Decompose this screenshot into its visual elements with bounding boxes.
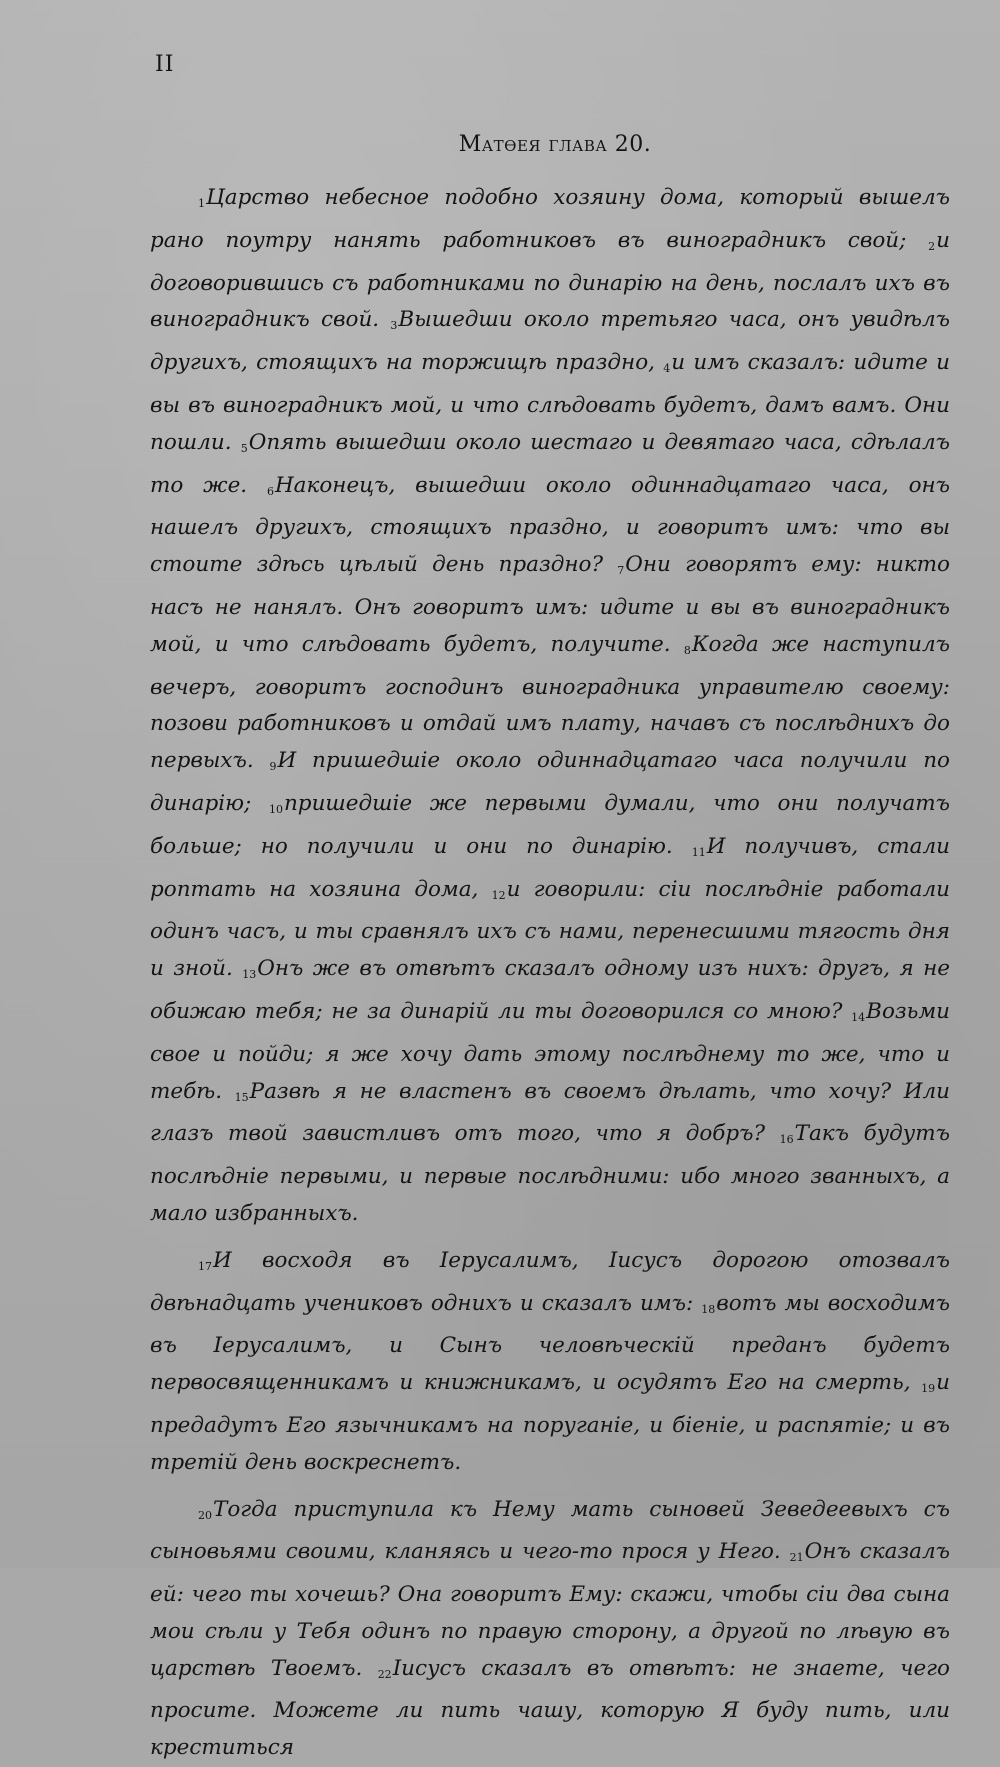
verse-number: 22 xyxy=(378,1668,392,1681)
verse-number: 17 xyxy=(198,1260,212,1273)
scripture-text xyxy=(150,180,950,1767)
verse-text: Когда же наступилъ вечеръ, говоритъ господинъ виноградника управителю своему: позови работниковъ и отдай имъ плату, начавъ съ послѣднихъ до первыхъ. xyxy=(150,632,950,773)
verse-number: 19 xyxy=(921,1382,935,1395)
verse-number: 3 xyxy=(390,319,397,332)
verse-text: Опять вышедши около шестаго и девятаго часа, сдѣлалъ то же. xyxy=(150,430,950,498)
verse-number: 15 xyxy=(235,1091,249,1104)
verse-text: И пришедшіе около одиннадцатаго часа получили по динарію; xyxy=(150,748,950,816)
verse-text: Такъ будутъ послѣдніе первыми, и первые послѣдними: ибо много званныхъ, а мало избранныхъ. xyxy=(150,1121,950,1226)
verse-text: и говорили: сіи послѣдніе работали одинъ часъ, и ты сравнялъ ихъ съ нами, перенесшими тягость дня и зной. xyxy=(150,877,950,982)
page-number: II xyxy=(155,52,174,77)
verse-text: Вышедши около третьяго часа, онъ увидѣлъ другихъ, стоящихъ на торжищѣ праздно, xyxy=(150,307,950,375)
verse-number: 14 xyxy=(851,1011,865,1024)
verse-number: 9 xyxy=(269,760,276,773)
verse-number: 12 xyxy=(492,889,506,902)
verse-number: 10 xyxy=(269,803,283,816)
verse-number: 2 xyxy=(928,240,935,253)
verse-number: 13 xyxy=(242,968,256,981)
verse-number: 7 xyxy=(617,564,624,577)
verse-text: пришедшіе же первыми думали, что они получатъ больше; но получили и они по динарію. xyxy=(150,791,950,859)
paragraph xyxy=(150,1492,950,1767)
verse-text: Развѣ я не властенъ въ своемъ дѣлать, что хочу? Или глазъ твой завистливъ отъ того, что я добръ? xyxy=(150,1079,950,1147)
verse-text: Возьми свое и пойди; я же хочу дать этому послѣднему то же, что и тебѣ. xyxy=(150,999,950,1104)
verse-number: 11 xyxy=(692,846,706,859)
verse-number: 6 xyxy=(267,485,274,498)
paragraph xyxy=(150,180,950,1233)
verse-number: 8 xyxy=(684,644,691,657)
verse-number: 20 xyxy=(198,1509,212,1522)
verse-text: и имъ сказалъ: идите и вы въ виноградникъ мой, и что слѣдовать будетъ, дамъ вамъ. Они пошли. xyxy=(150,350,950,455)
verse-text: Они говорятъ ему: никто насъ не нанялъ. Онъ говоритъ имъ: идите и вы въ виноградникъ мой, и что слѣдовать будетъ, получите. xyxy=(150,552,950,657)
verse-text: и предадутъ Его язычникамъ на поруганіе, и біеніе, и распятіе; и въ третій день воскреснетъ. xyxy=(150,1370,950,1475)
verse-number: 18 xyxy=(701,1303,715,1316)
verse-number: 4 xyxy=(663,362,670,375)
verse-text: Онъ же въ отвѣтъ сказалъ одному изъ нихъ: другъ, я не обижаю тебя; не за динарій ли ты договорился со мною? xyxy=(150,956,950,1024)
paragraph xyxy=(150,1243,950,1482)
verse-number: 21 xyxy=(790,1551,804,1564)
verse xyxy=(150,185,950,253)
verse-number: 1 xyxy=(198,197,205,210)
verse xyxy=(150,956,950,1024)
verse-number: 5 xyxy=(241,442,248,455)
verse-text: Наконецъ, вышедши около одиннадцатаго часа, онъ нашелъ другихъ, стоящихъ праздно, и говоритъ имъ: что вы стоите здѣсь цѣлый день праздно? xyxy=(150,473,950,578)
verse-text: вотъ мы восходимъ въ Іерусалимъ, и Сынъ человѣческій преданъ будетъ первосвященникамъ и книжникамъ, и осудятъ Его на смерть, xyxy=(150,1291,950,1396)
verse-text: Онъ сказалъ ей: чего ты хочешь? Она говоритъ Ему: скажи, чтобы сіи два сына мои сѣли у Тебя одинъ по правую сторону, а другой по лѣвую въ царствѣ Твоемъ. xyxy=(150,1539,950,1680)
verse-text: и договорившись съ работниками по динарію на день, послалъ ихъ въ виноградникъ свой. xyxy=(150,228,950,333)
verse-text: Царство небесное подобно хозяину дома, который вышелъ рано поутру нанять работниковъ въ виноградникъ свой; xyxy=(150,185,950,253)
verse-text: Тогда приступила къ Нему мать сыновей Зеведеевыхъ съ сыновьями своими, кланяясь и чего-то прося у Него. xyxy=(150,1497,950,1565)
verse-text: Іисусъ сказалъ въ отвѣтъ: не знаете, чего просите. Можете ли пить чашу, которую Я буду пить, или креститься xyxy=(150,1656,950,1761)
chapter-title: Матѳея глава 20. xyxy=(0,132,1000,157)
verse-number: 16 xyxy=(780,1133,794,1146)
verse-text: И получивъ, стали роптать на хозяина дома, xyxy=(150,834,950,902)
verse-text: И восходя въ Іерусалимъ, Іисусъ дорогою отозвалъ двѣнадцать учениковъ однихъ и сказалъ имъ: xyxy=(150,1248,950,1316)
